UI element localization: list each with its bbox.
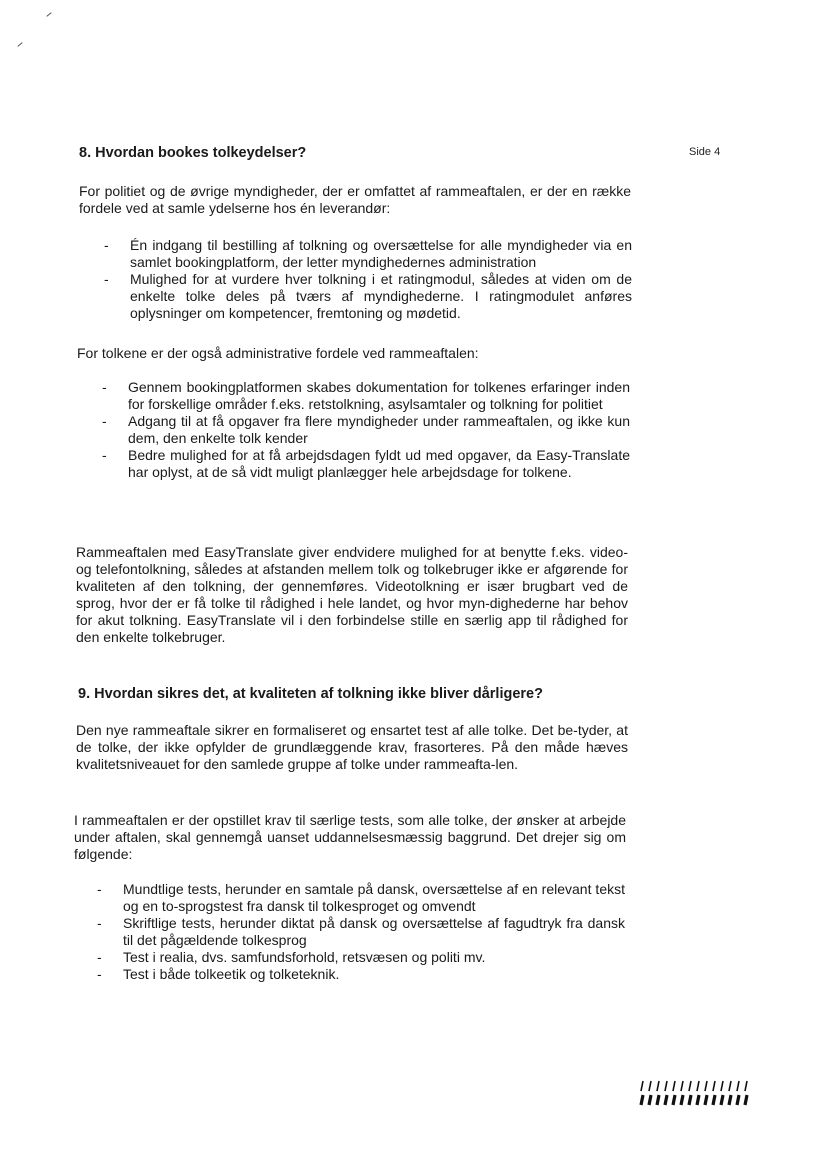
- list-item: - Test i både tolkeetik og tolketeknik.: [97, 966, 340, 982]
- bullet-dash: -: [102, 447, 107, 463]
- list-item: - Test i realia, dvs. samfundsforhold, retsvæsen og politi mv.: [97, 949, 486, 965]
- section-9-paragraph-1: Den nye rammeaftale sikrer en formaliseret og ensartet test af alle tolke. Det be-tyder, at de tolke, der ikke opfylder de grundlæggende krav, frasorteres. På den måde hæves kvalitetsniveauet for den samlede gruppe af tolke under rammeafta-len.: [76, 722, 628, 772]
- list-item: - Gennem bookingplatformen skabes dokumentation for tolkenes erfaringer inden for forskellige områder f.eks. retstolkning, asylsamtaler og tolkning for politiet: [102, 379, 630, 412]
- bullet-dash: -: [97, 881, 102, 897]
- bullet-dash: -: [97, 915, 102, 931]
- bullet-dash: -: [97, 949, 102, 965]
- page-number: Side 4: [689, 146, 721, 158]
- bullet-dash: -: [104, 237, 109, 253]
- bullet-dash: -: [102, 379, 107, 395]
- scan-mark: [17, 42, 22, 47]
- section-9-paragraph-2: I rammeaftalen er der opstillet krav til særlige tests, som alle tolke, der ønsker at arbejde under aftalen, skal gennemgå uanset uddannelsesmæssig baggrund. Det drejer sig om følgende:: [74, 812, 626, 862]
- section-8-paragraph-3: Rammeaftalen med EasyTranslate giver endvidere mulighed for at benytte f.eks. video- og telefontolkning, således at afstanden mellem tolk og tolkebruger ikke er afgørende for kvaliteten af den tolkning, der gennemføres. Videotolkning er især brugbart ved de sprog, hvor der er få tolke til rådighed i hele landet, og hvor myn-dighederne har behov for akut tolkning. EasyTranslate vil i den forbindelse stille en særlig app til rådighed for den enkelte tolkebruger.: [76, 544, 628, 645]
- section-8-intro2: For tolkene er der også administrative fordele ved rammeaftalen:: [77, 345, 479, 361]
- barcode-icon: [638, 1080, 752, 1106]
- bullet-dash: -: [102, 413, 107, 429]
- list-item: - Mulighed for at vurdere hver tolkning i et ratingmodul, således at viden om de enkelte tolke deles på tværs af myndighederne. I ratingmodulet anføres oplysninger om kompetencer, fremtoning og mødetid.: [104, 271, 632, 321]
- section-8-heading: 8. Hvordan bookes tolkeydelser?: [79, 145, 307, 161]
- section-8-intro: For politiet og de øvrige myndigheder, der er omfattet af rammeaftalen, er der en række fordele ved at samle ydelserne hos én leverandør:: [79, 183, 631, 216]
- section-8-bullets-a: [104, 237, 632, 322]
- list-item: - Adgang til at få opgaver fra flere myndigheder under rammeaftalen, og ikke kun dem, den enkelte tolk kender: [102, 413, 630, 446]
- list-item: - Skriftlige tests, herunder diktat på dansk og oversættelse af fagudtryk fra dansk til det pågældende tolkesprog: [97, 915, 625, 948]
- bullet-dash: -: [104, 271, 109, 287]
- section-8-bullets-b: [102, 379, 630, 481]
- list-item: - Én indgang til bestilling af tolkning og oversættelse for alle myndigheder via en samlet bookingplatform, der letter myndighedernes administration: [104, 237, 632, 270]
- scan-mark: [46, 12, 51, 17]
- bullet-dash: -: [97, 966, 102, 982]
- list-item: - Bedre mulighed for at få arbejdsdagen fyldt ud med opgaver, da Easy-Translate har oplyst, at de så vidt muligt planlægger hele arbejdsdage for tolkene.: [102, 447, 630, 480]
- list-item: - Mundtlige tests, herunder en samtale på dansk, oversættelse af en relevant tekst og en to-sprogstest fra dansk til tolkesproget og omvendt: [97, 881, 625, 914]
- section-9-heading: 9. Hvordan sikres det, at kvaliteten af tolkning ikke bliver dårligere?: [78, 686, 543, 702]
- section-9-bullets: [97, 881, 625, 983]
